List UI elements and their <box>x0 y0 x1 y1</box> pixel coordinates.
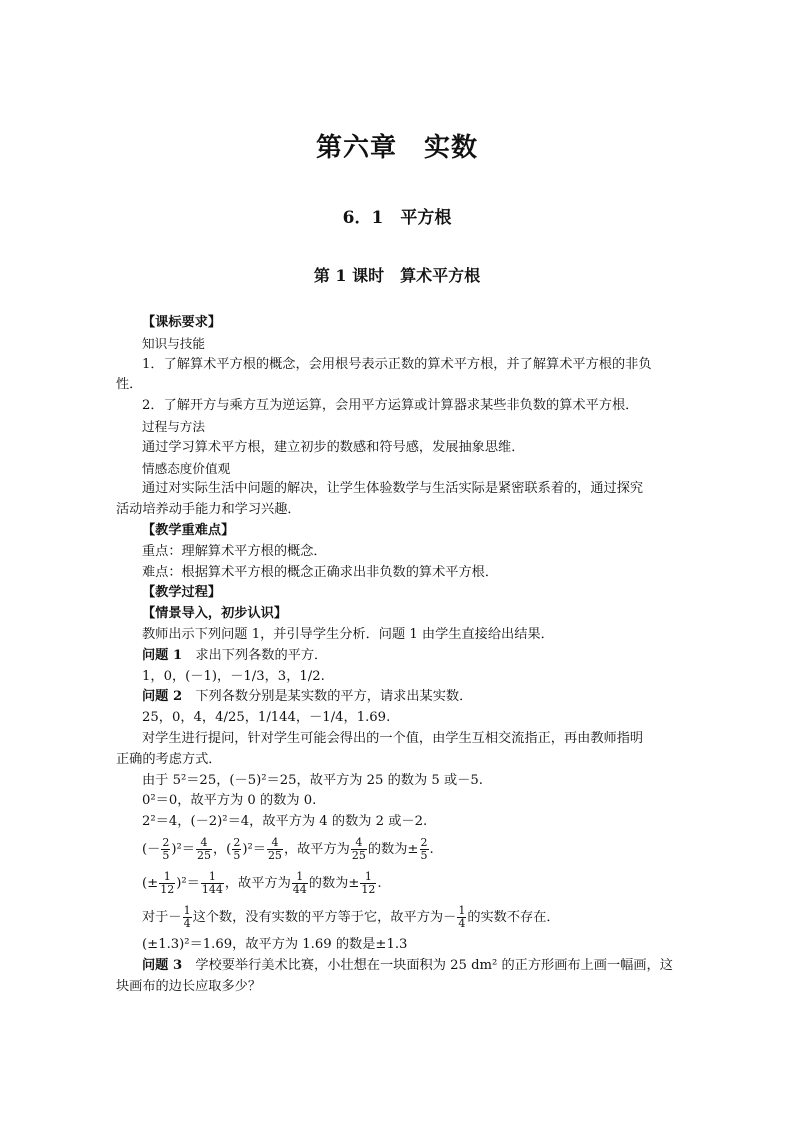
denominator: 5 <box>233 848 241 862</box>
denominator: 4 <box>458 916 466 930</box>
paragraph: 1．了解算术平方根的概念，会用根号表示正数的算术平方根，并了解算术平方根的非负 <box>142 356 652 372</box>
fraction <box>196 837 212 862</box>
lesson-body <box>116 313 678 997</box>
text: . <box>429 841 434 857</box>
numerator: 1 <box>292 871 308 884</box>
paragraph: 对学生进行提问，针对学生可能会得出的一个值，由学生互相交流指正，再由教师指明 <box>142 730 644 746</box>
denominator: 12 <box>361 882 376 896</box>
question-label: 问题 2 <box>142 689 183 705</box>
question-text: 求出下列各数的平方． <box>182 647 328 663</box>
heading-emotion: 情感态度价值观 <box>142 460 231 476</box>
fraction <box>201 871 224 896</box>
denominator: 25 <box>267 848 282 862</box>
numerator: 1 <box>183 903 191 917</box>
numerator: 1 <box>201 871 224 884</box>
section-title: 6．1 平方根 <box>342 208 452 228</box>
text: ，故平方为 <box>224 875 291 891</box>
fraction <box>360 871 376 896</box>
text: . <box>377 875 382 891</box>
heading-process: 过程与方法 <box>142 418 205 434</box>
question-label: 问题 3 <box>142 957 183 973</box>
numerator: 1 <box>159 871 175 884</box>
paragraph: 25，0，4，4/25，1/144，－1/4，1.69. <box>142 710 391 726</box>
fraction-line-1 <box>116 833 678 867</box>
denominator: 144 <box>201 882 223 896</box>
numerator: 4 <box>351 837 367 850</box>
text: ，( <box>212 841 232 857</box>
question-label: 问题 1 <box>142 647 183 663</box>
text: 的数为± <box>367 841 419 857</box>
paragraph: 由于 5²＝25，(－5)²＝25，故平方为 25 的数为 5 或－5. <box>142 772 483 788</box>
paragraph: 重点：理解算术平方根的概念． <box>142 543 327 559</box>
question-2 <box>116 687 678 708</box>
fraction <box>159 871 175 896</box>
numerator: 4 <box>267 837 283 850</box>
paragraph: 活动培养动手能力和学习兴趣． <box>116 502 301 518</box>
paragraph: 2²＝4，(－2)²＝4，故平方为 4 的数为 2 或－2. <box>142 814 428 830</box>
paragraph: 难点：根据算术平方根的概念正确求出非负数的算术平方根． <box>142 564 499 580</box>
fraction-line-3 <box>116 901 678 935</box>
numerator: 1 <box>360 871 376 884</box>
numerator: 2 <box>420 835 428 849</box>
denominator: 4 <box>183 916 191 930</box>
question-text: 学校要举行美术比赛，小壮想在一块面积为 25 dm² 的正方形画布上画一幅画，这 <box>182 957 673 973</box>
text: 对于－ <box>142 909 182 925</box>
denominator: 25 <box>196 848 211 862</box>
text: )²＝ <box>171 841 195 857</box>
heading-keypoints: 【教学重难点】 <box>142 522 235 538</box>
denominator: 25 <box>351 848 366 862</box>
question-text: 下列各数分别是某实数的平方，请求出某实数． <box>182 689 473 705</box>
paragraph: 通过对实际生活中问题的解决，让学生体验数学与生活实际是紧密联系着的，通过探究 <box>142 481 644 497</box>
fraction <box>183 905 192 930</box>
numerator: 1 <box>458 903 466 917</box>
fraction <box>420 837 429 862</box>
numerator: 2 <box>233 835 241 849</box>
paragraph: 性． <box>116 377 143 393</box>
paragraph: (±1.3)²＝1.69，故平方为 1.69 的数是±1.3 <box>142 936 408 952</box>
paragraph: 通过学习算术平方根，建立初步的数感和符号感，发展抽象思维． <box>142 439 525 455</box>
fraction <box>457 905 466 930</box>
denominator: 12 <box>160 882 175 896</box>
text: )²＝ <box>242 841 266 857</box>
paragraph: 正确的考虑方式． <box>116 751 222 767</box>
question-3 <box>116 956 678 977</box>
text: 这个数，没有实数的平方等于它，故平方为－ <box>192 909 457 925</box>
fraction <box>267 837 283 862</box>
denominator: 5 <box>420 848 428 862</box>
denominator: 44 <box>292 882 307 896</box>
text: )²＝ <box>176 875 200 891</box>
heading-procedure: 【教学过程】 <box>142 585 222 601</box>
numerator: 2 <box>162 835 170 849</box>
text: 的数为± <box>308 875 360 891</box>
text: ，故平方为 <box>283 841 350 857</box>
fraction-line-2 <box>116 867 678 901</box>
heading-intro: 【情景导入，初步认识】 <box>142 606 288 622</box>
chapter-title: 第六章 实数 <box>315 133 478 163</box>
text: (± <box>142 875 159 891</box>
lesson-title: 第 1 课时 算术平方根 <box>313 266 481 285</box>
paragraph: 0²＝0，故平方为 0 的数为 0. <box>142 793 317 809</box>
paragraph: 块画布的边长应取多少？ <box>116 978 262 994</box>
text: (－ <box>142 841 161 857</box>
numerator: 4 <box>196 837 212 850</box>
paragraph: 教师出示下列问题 1，并引导学生分析．问题 1 由学生直接给出结果． <box>142 626 554 642</box>
fraction <box>292 871 308 896</box>
heading-standard: 【课标要求】 <box>142 315 222 330</box>
denominator: 5 <box>162 848 170 862</box>
question-1 <box>116 646 678 667</box>
fraction <box>351 837 367 862</box>
fraction <box>232 837 241 862</box>
paragraph: 1，0，(－1)，－1/3，3，1/2. <box>142 668 325 684</box>
heading-knowledge: 知识与技能 <box>142 335 205 351</box>
text: 的实数不存在． <box>467 909 560 925</box>
paragraph: 2．了解开方与乘方互为逆运算，会用平方运算或计算器求某些非负数的算术平方根． <box>142 398 639 414</box>
fraction <box>161 837 170 862</box>
